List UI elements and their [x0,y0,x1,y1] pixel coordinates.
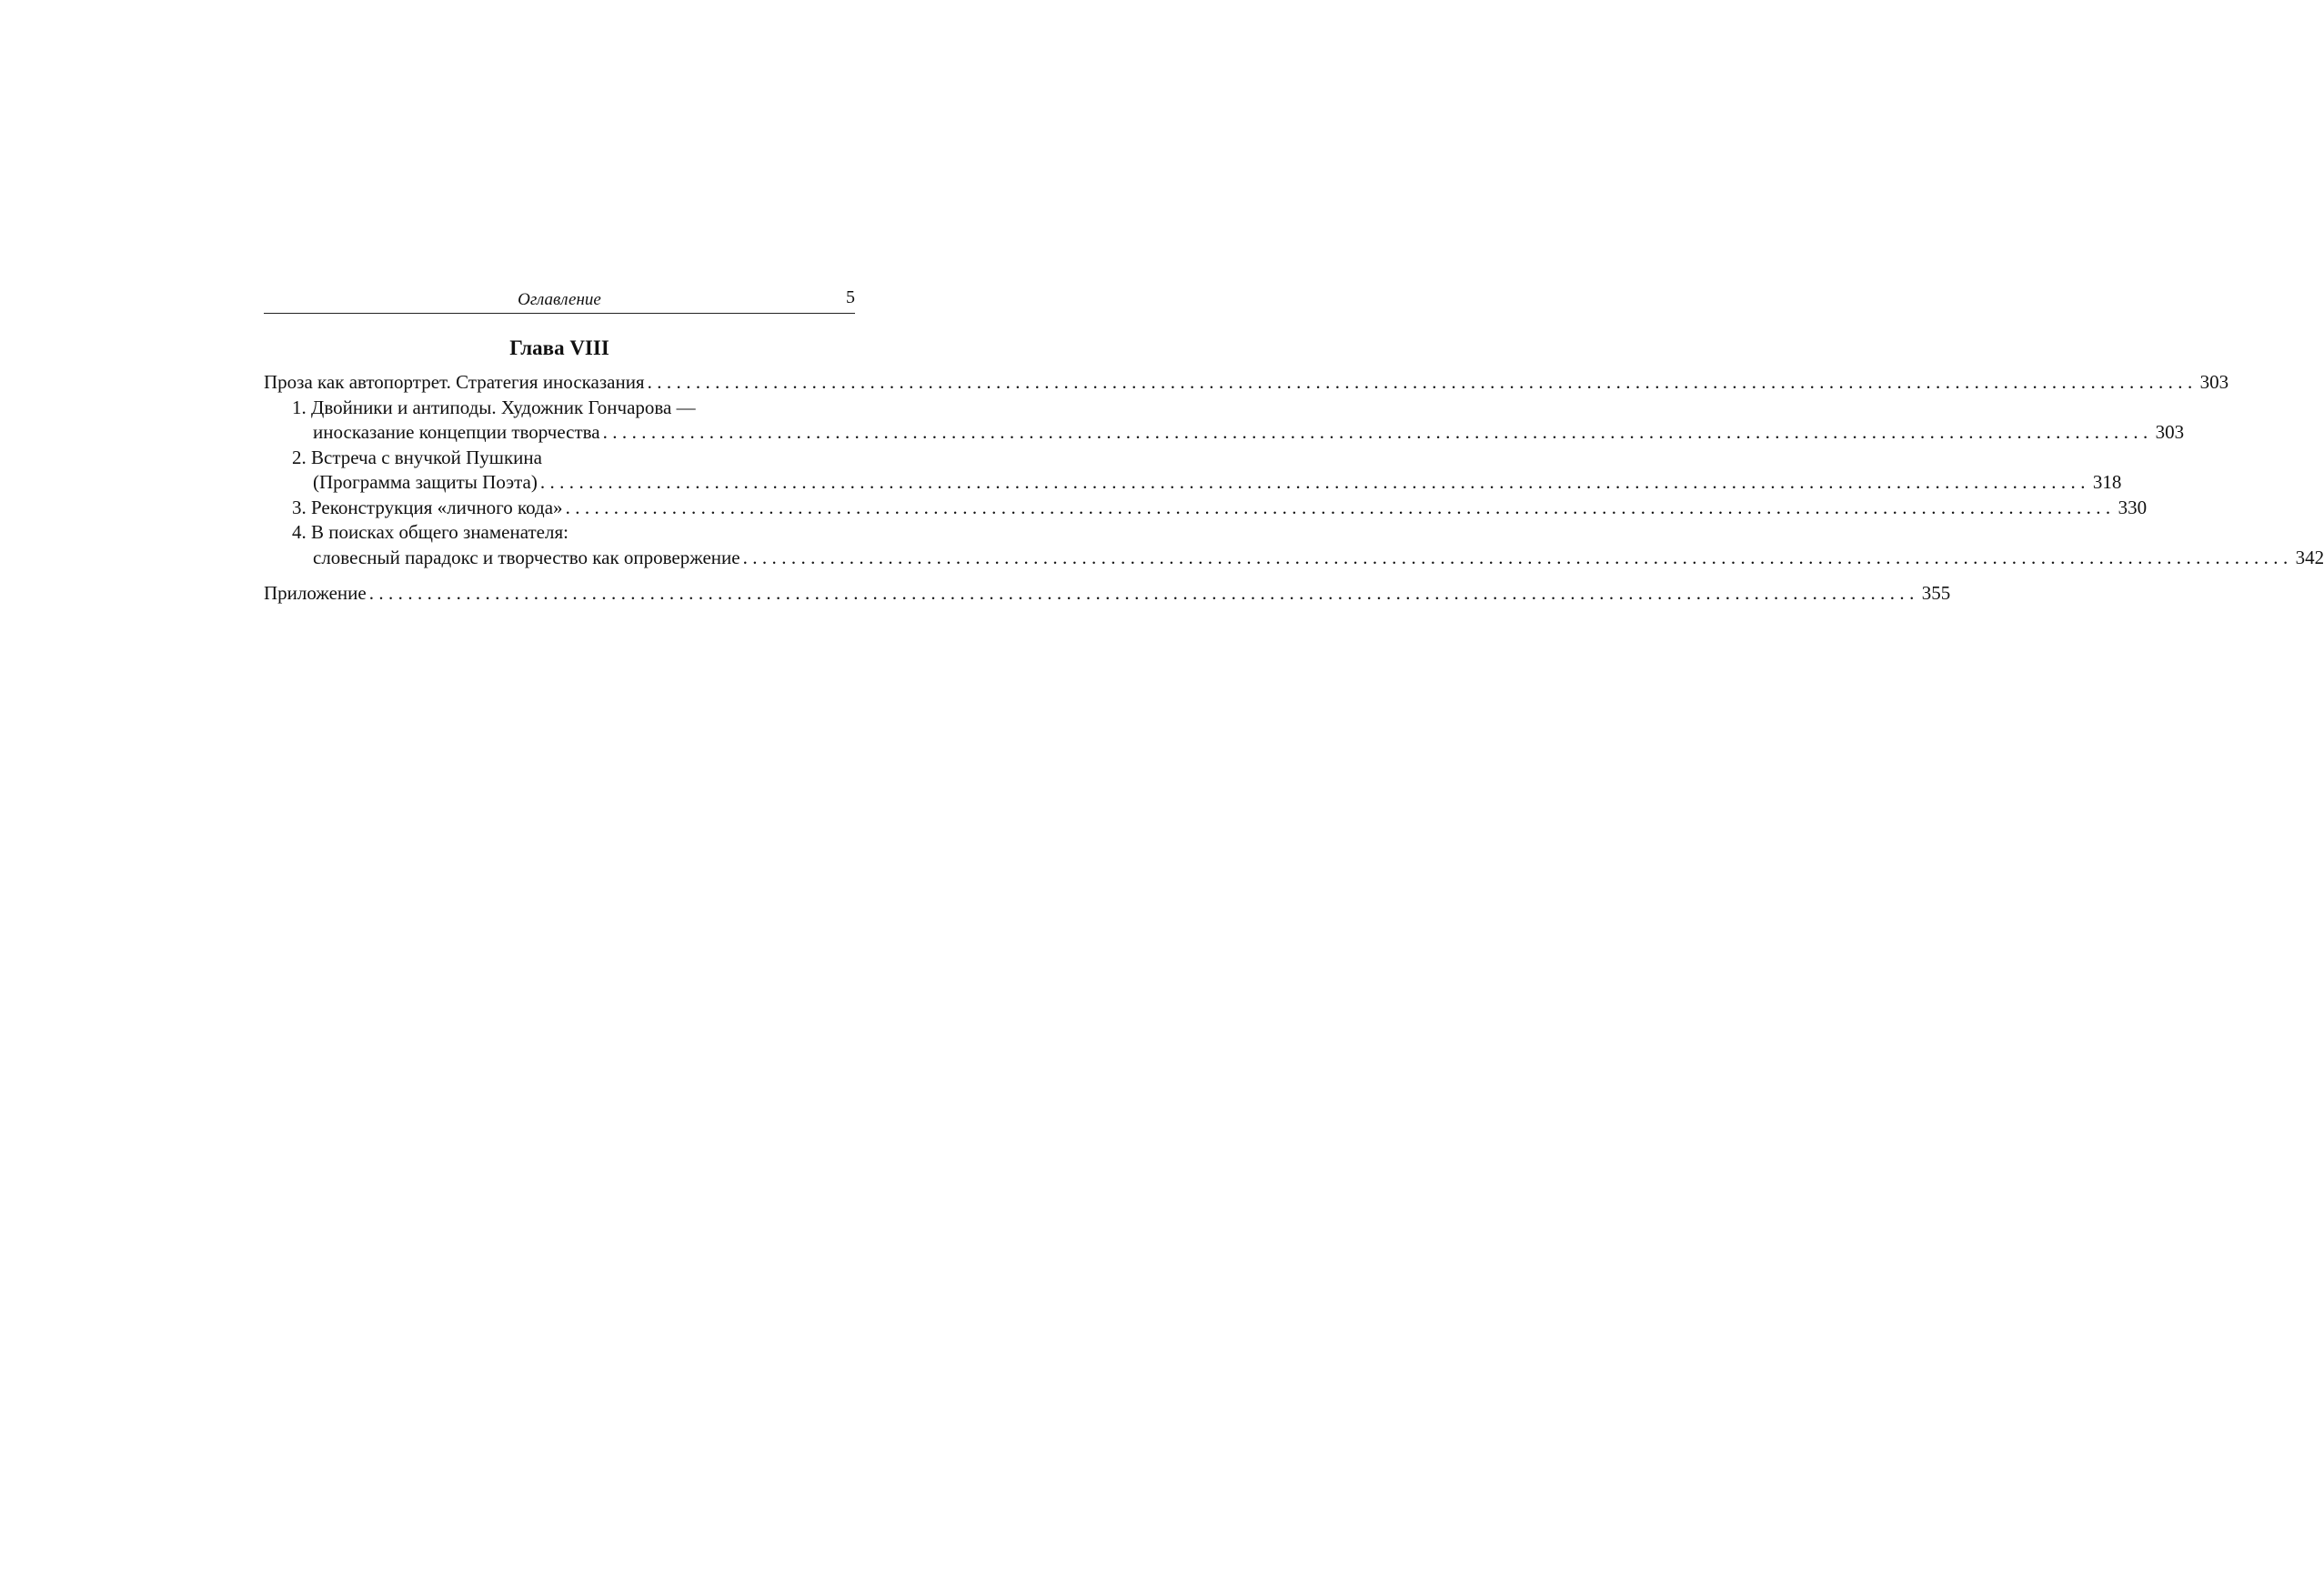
section-title-line-2: (Программа защиты Поэта) [313,471,538,493]
dot-leader: ................................................................................................................................................................ [742,546,2293,568]
toc-section-4[interactable] [264,520,2324,570]
toc-entry-page: 303 [2199,371,2229,393]
toc-main-entry[interactable] [264,370,2229,396]
dot-leader: ................................................................................................................................................................ [602,421,2153,443]
toc-entry-title: Проза как автопортрет. Стратегия иносказания [264,371,645,393]
page-number: 5 [846,287,855,307]
table-of-contents [264,370,2324,607]
dot-leader: ................................................................................................................................................................ [539,471,2090,493]
section-title-line-1: Двойники и антиподы. Художник Гончарова — [311,396,696,418]
section-page: 318 [2092,471,2122,493]
book-page [264,287,2324,607]
dot-leader: ................................................................................................................................................................ [368,582,1919,604]
section-title-line-1: В поисках общего знаменателя: [311,521,568,543]
toc-section-2[interactable] [264,446,2122,496]
toc-section-1[interactable] [264,396,2185,446]
section-title-line-1: Реконструкция «личного кода» [311,496,563,518]
section-title-line-2: словесный парадокс и творчество как опровержение [313,546,740,568]
running-title: Оглавление [518,290,601,309]
running-header [264,289,855,314]
toc-entry-page: 355 [1921,582,1951,604]
toc-section-3[interactable] [264,496,2148,521]
section-page: 330 [2118,496,2148,518]
toc-appendix-entry[interactable] [264,581,1951,607]
section-page: 303 [2155,421,2185,443]
section-number: 3. [292,496,307,518]
chapter-heading: Глава VIII [509,336,609,359]
section-number: 4. [292,521,307,543]
section-number: 1. [292,396,307,418]
dot-leader: ................................................................................................................................................................ [647,371,2198,393]
section-title-line-1: Встреча с внучкой Пушкина [311,446,542,468]
section-page: 342 [2295,546,2324,568]
section-number: 2. [292,446,307,468]
toc-entry-title: Приложение [264,582,367,604]
section-title-line-2: иносказание концепции творчества [313,421,600,443]
spacer [264,570,846,581]
dot-leader: ................................................................................................................................................................ [565,496,2116,518]
